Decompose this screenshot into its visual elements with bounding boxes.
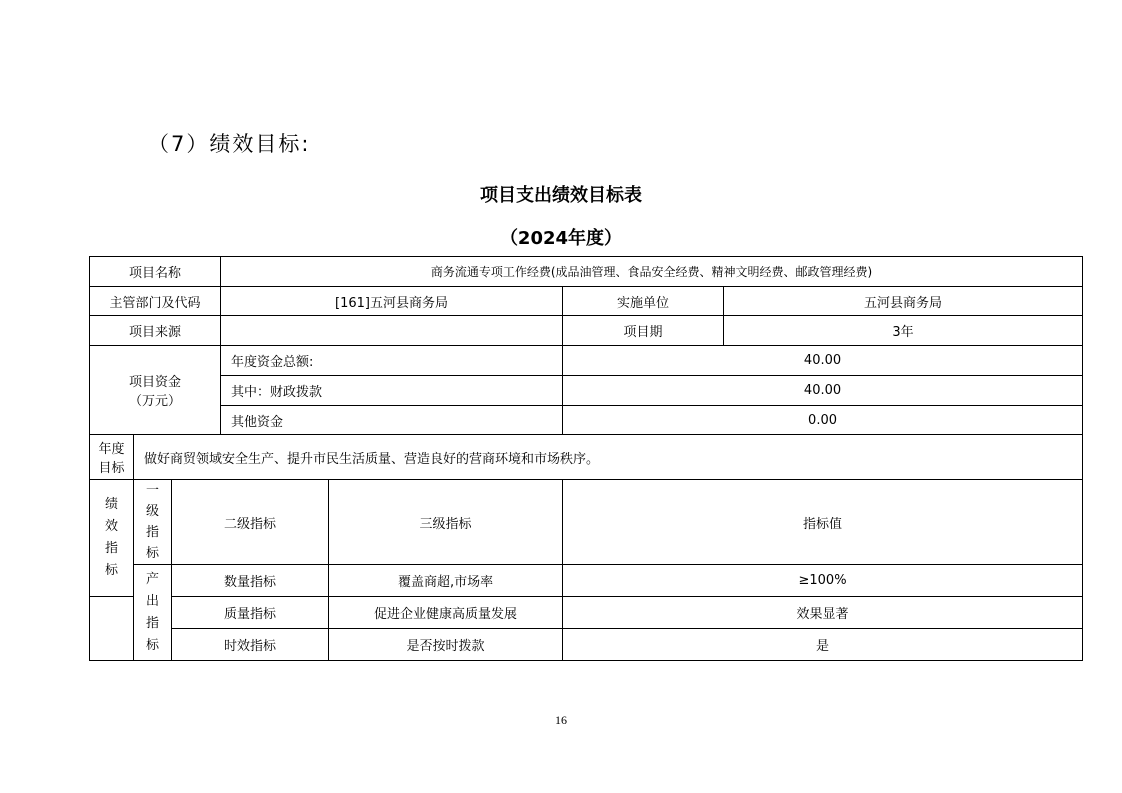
indicator-value-cell: ≥100% — [563, 565, 1083, 597]
level2-header: 二级指标 — [172, 480, 329, 565]
performance-goal-table — [89, 256, 1083, 661]
level2-cell: 数量指标 — [172, 565, 329, 597]
table-title: 项目支出绩效目标表 — [480, 185, 642, 206]
level1-char: 指 — [145, 525, 159, 540]
level3-cell: 促进企业健康高质量发展 — [329, 597, 563, 629]
level3-header: 三级指标 — [329, 480, 563, 565]
funds-total-label: 年度资金总额: — [221, 346, 563, 376]
annual-goal-label-line2: 目标 — [98, 461, 125, 476]
funds-total-value: 40.00 — [563, 346, 1083, 376]
funds-label-line2: （万元） — [129, 394, 182, 409]
funds-label — [90, 346, 221, 435]
level1-header — [134, 480, 172, 565]
performance-indicator-blank — [90, 597, 134, 661]
annual-goal-label — [90, 435, 134, 480]
table-row — [90, 565, 1083, 597]
row-funds-total — [90, 346, 1083, 376]
level3-cell: 是否按时拨款 — [329, 629, 563, 661]
indicator-value-cell: 是 — [563, 629, 1083, 661]
funds-fiscal-value: 40.00 — [563, 376, 1083, 406]
output-char: 指 — [145, 615, 159, 631]
row-project-name — [90, 257, 1083, 287]
level1-char: 级 — [145, 504, 159, 519]
perf-char: 指 — [104, 541, 118, 556]
performance-indicator-label — [90, 480, 134, 597]
table-row — [90, 629, 1083, 661]
level3-cell: 覆盖商超,市场率 — [329, 565, 563, 597]
perf-char: 绩 — [104, 497, 118, 512]
funds-other-value: 0.00 — [563, 406, 1083, 435]
annual-goal-label-line1: 年度 — [98, 442, 125, 457]
perf-char: 标 — [104, 563, 118, 578]
row-funds-fiscal — [90, 376, 1083, 406]
project-name-label: 项目名称 — [90, 257, 221, 287]
annual-goal-text: 做好商贸领域安全生产、提升市民生活质量、营造良好的营商环境和市场秩序。 — [134, 435, 1083, 480]
output-indicator-label — [134, 565, 172, 661]
page-number: 16 — [555, 713, 567, 727]
dept-label: 主管部门及代码 — [90, 287, 221, 316]
source-value — [221, 316, 563, 346]
funds-other-label: 其他资金 — [221, 406, 563, 435]
period-label: 项目期 — [563, 316, 724, 346]
row-department — [90, 287, 1083, 316]
funds-label-line1: 项目资金 — [129, 375, 182, 390]
impl-unit-label: 实施单位 — [563, 287, 724, 316]
row-indicator-header — [90, 480, 1083, 565]
table-row — [90, 597, 1083, 629]
section-heading: （7）绩效目标: — [148, 132, 311, 156]
dept-value: [161]五河县商务局 — [221, 287, 563, 316]
row-source — [90, 316, 1083, 346]
period-value: 3年 — [724, 316, 1083, 346]
level1-char: 一 — [145, 483, 159, 498]
level1-char: 标 — [145, 546, 159, 561]
funds-fiscal-label: 其中：财政拨款 — [221, 376, 563, 406]
source-label: 项目来源 — [90, 316, 221, 346]
level2-cell: 质量指标 — [172, 597, 329, 629]
output-char: 产 — [145, 571, 159, 587]
level2-cell: 时效指标 — [172, 629, 329, 661]
indicator-value-header: 指标值 — [563, 480, 1083, 565]
output-char: 标 — [145, 637, 159, 653]
row-annual-goal — [90, 435, 1083, 480]
project-name-value: 商务流通专项工作经费(成品油管理、食品安全经费、精神文明经费、邮政管理经费) — [221, 257, 1083, 287]
impl-unit-value: 五河县商务局 — [724, 287, 1083, 316]
output-char: 出 — [145, 593, 159, 609]
row-funds-other — [90, 406, 1083, 435]
table-year: （2024年度） — [499, 228, 623, 249]
perf-char: 效 — [104, 519, 118, 534]
indicator-value-cell: 效果显著 — [563, 597, 1083, 629]
